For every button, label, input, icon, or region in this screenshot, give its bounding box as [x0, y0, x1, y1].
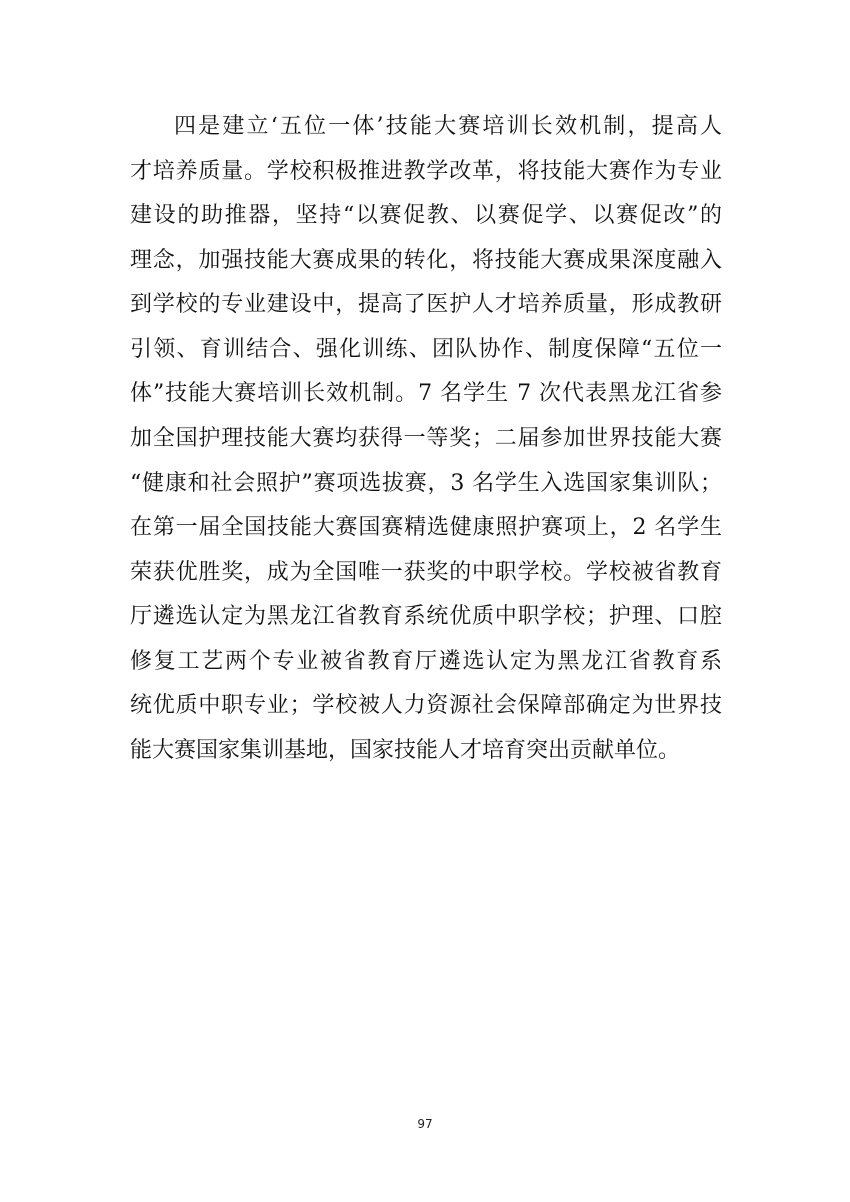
- paragraph-line: 在第一届全国技能大赛国赛精选健康照护赛项上，2 名学生: [130, 515, 722, 541]
- paragraph-line: 体”技能大赛培训长效机制。7 名学生 7 次代表黑龙江省参: [130, 381, 722, 407]
- paragraph-line: 四是建立‘五位一体’技能大赛培训长效机制，提高人: [174, 114, 722, 139]
- paragraph-line: 修复工艺两个专业被省教育厅遴选认定为黑龙江省教育系: [130, 648, 722, 674]
- paragraph-line: 到学校的专业建设中，提高了医护人才培养质量，形成教研: [130, 292, 722, 318]
- paragraph-line: 统优质中职专业；学校被人力资源社会保障部确定为世界技: [130, 693, 722, 719]
- paragraph-line: 荣获优胜奖，成为全国唯一获奖的中职学校。学校被省教育: [130, 559, 722, 585]
- paragraph-line: 才培养质量。学校积极推进教学改革，将技能大赛作为专业: [130, 158, 722, 184]
- body-paragraph: [130, 105, 722, 773]
- paragraph-line: 建设的助推器，坚持“以赛促教、以赛促学、以赛促改”的: [130, 203, 722, 229]
- paragraph-line: 能大赛国家集训基地，国家技能人才培育突出贡献单位。: [130, 737, 681, 763]
- paragraph-line: 加全国护理技能大赛均获得一等奖；二届参加世界技能大赛: [130, 425, 722, 451]
- paragraph-line: “健康和社会照护”赛项选拔赛，3 名学生入选国家集训队；: [130, 470, 722, 496]
- paragraph-line: 厅遴选认定为黑龙江省教育系统优质中职学校；护理、口腔: [130, 604, 722, 630]
- page-number: 97: [417, 1117, 433, 1131]
- paragraph-line: 引领、育训结合、强化训练、团队协作、制度保障“五位一: [130, 336, 722, 362]
- paragraph-line: 理念，加强技能大赛成果的转化，将技能大赛成果深度融入: [130, 247, 722, 273]
